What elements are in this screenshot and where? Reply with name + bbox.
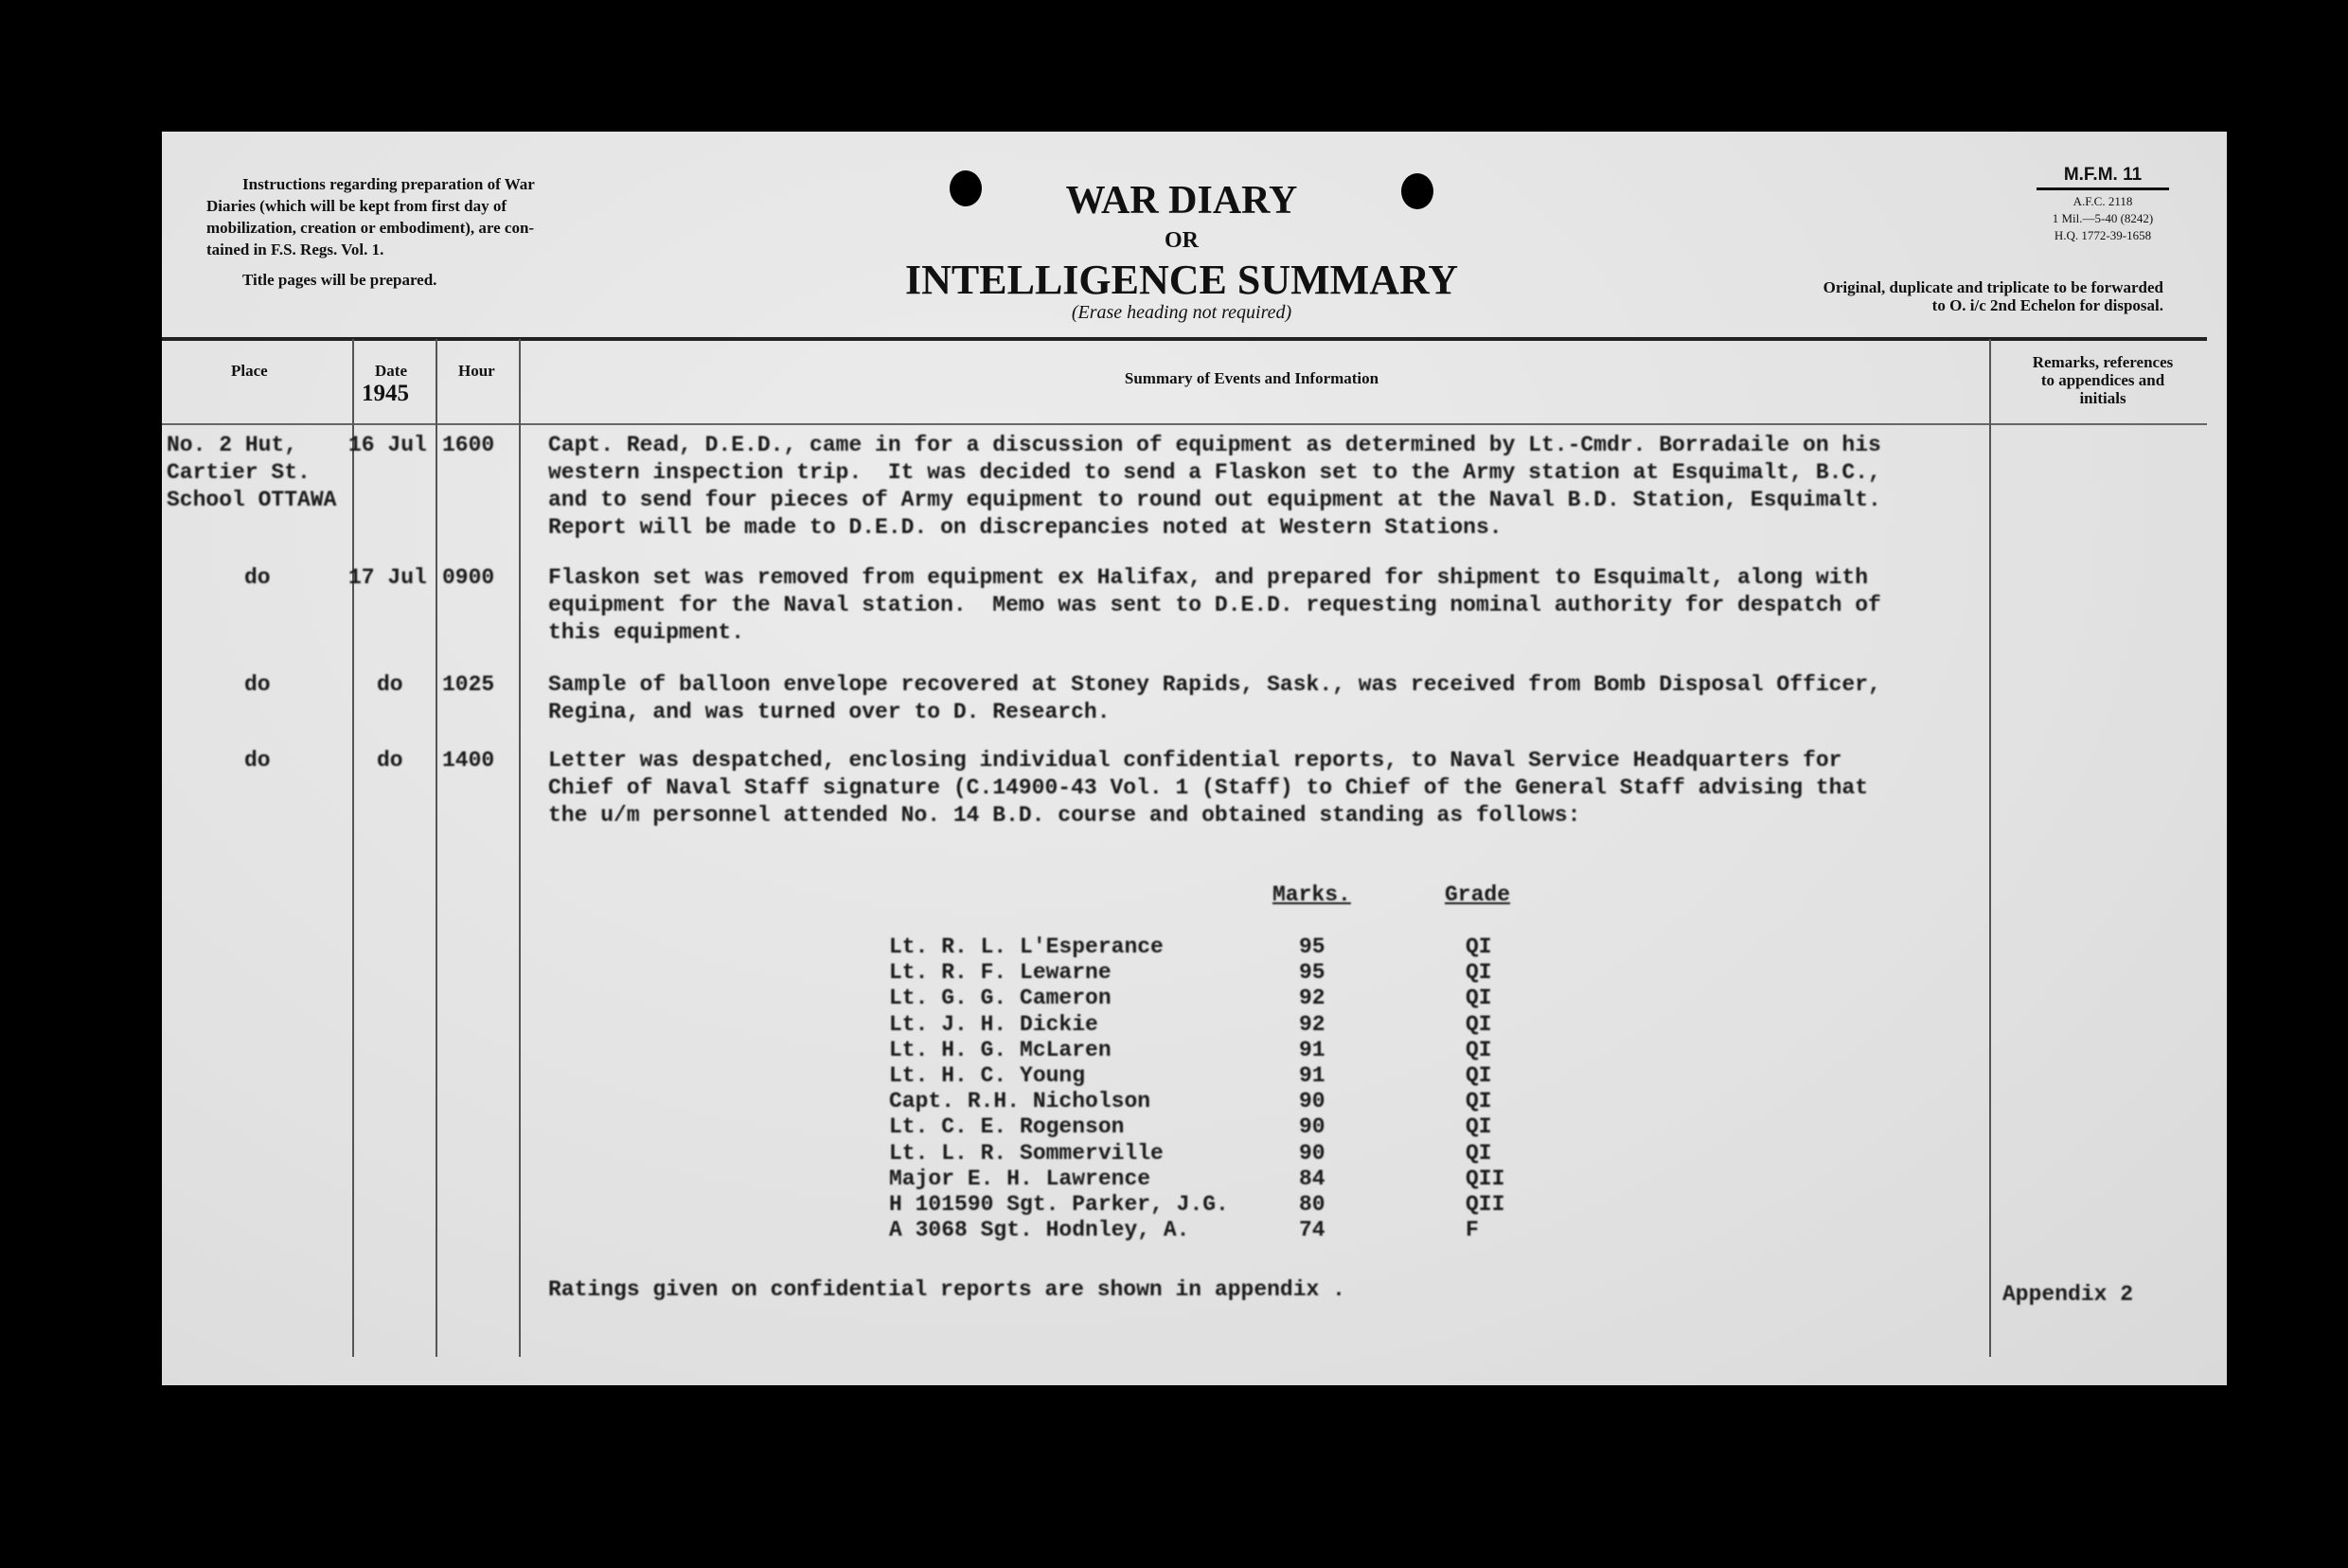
column-header-date: Date xyxy=(375,362,407,380)
column-header-remarks: Remarks, references to appendices and initials xyxy=(2032,353,2174,407)
standing-grade: QI xyxy=(1466,1011,1492,1037)
standing-name: Lt. H. C. Young xyxy=(889,1063,1086,1088)
column-divider xyxy=(436,339,437,1357)
standing-marks: 84 xyxy=(1299,1166,1325,1191)
column-divider xyxy=(519,339,521,1357)
entry-text: Capt. Read, D.E.D., came in for a discussion of equipment as determined by Lt.-Cmdr. Borradaile on his western inspection trip. It was decided to send a Flaskon set to the Army station at Esquimalt, B.C., and to send four pieces of Army equipment to round out equipment at the Naval B.D. Station, Esquimalt. Report will be made to D.E.D. on discrepancies noted at Western Stations. xyxy=(548,433,1881,540)
standing-name: Lt. R. F. Lewarne xyxy=(889,960,1112,986)
punch-hole-left xyxy=(950,170,982,206)
standing-grade: QI xyxy=(1466,1063,1492,1088)
entry-date: 16 Jul xyxy=(348,433,427,457)
header-divider xyxy=(162,337,2207,341)
entry-place: No. 2 Hut, Cartier St. School OTTAWA xyxy=(167,433,337,512)
column-header-summary: Summary of Events and Information xyxy=(1124,369,1379,387)
page-subtitle: INTELLIGENCE SUMMARY xyxy=(905,257,1458,303)
entry-date: do xyxy=(377,672,403,697)
standing-name: Lt. L. R. Sommerville xyxy=(889,1140,1164,1166)
standing-grade: F xyxy=(1466,1218,1479,1243)
entry-place: do xyxy=(244,565,271,590)
standing-marks: 90 xyxy=(1299,1140,1325,1166)
punch-hole-right xyxy=(1401,173,1433,209)
standing-grade: QI xyxy=(1466,1089,1492,1114)
forwarding-note: Original, duplicate and triplicate to be forwarded to O. i/c 2nd Echelon for disposal. xyxy=(1823,278,2163,314)
standing-grade: QI xyxy=(1466,1114,1492,1140)
title-or: OR xyxy=(1165,228,1199,253)
standing-name: Lt. G. G. Cameron xyxy=(889,986,1112,1011)
standing-grade: QI xyxy=(1466,986,1492,1011)
appendix-remark: Appendix 2 xyxy=(2002,1282,2134,1307)
column-header-hour: Hour xyxy=(458,362,495,380)
column-header-divider xyxy=(162,423,2207,425)
standing-marks: 90 xyxy=(1299,1089,1325,1114)
standing-marks: 80 xyxy=(1299,1192,1325,1217)
grade-header: Grade xyxy=(1445,882,1511,907)
entry-place: do xyxy=(244,748,271,773)
standing-marks: 91 xyxy=(1299,1063,1325,1088)
instructions-text: Instructions regarding preparation of War Diaries (which will be kept from first day of mobilization, creation or embodiment), are con- tained in F.S. Regs. Vol. 1. xyxy=(206,175,535,258)
column-header-year: 1945 xyxy=(362,381,409,406)
standing-name: Capt. R.H. Nicholson xyxy=(889,1089,1151,1114)
standing-marks: 95 xyxy=(1299,935,1325,959)
standing-marks: 91 xyxy=(1299,1037,1325,1062)
entry-hour: 1025 xyxy=(442,672,495,697)
entry-hour: 1400 xyxy=(442,748,495,773)
standing-marks: 90 xyxy=(1299,1114,1325,1140)
standing-name: Lt. J. H. Dickie xyxy=(889,1011,1098,1037)
entry-hour: 0900 xyxy=(442,565,495,590)
column-header-place: Place xyxy=(231,362,268,380)
standing-marks: 92 xyxy=(1299,986,1325,1011)
entry-date: do xyxy=(377,748,403,773)
standing-name: A 3068 Sgt. Hodnley, A. xyxy=(889,1218,1190,1243)
entry-text: Flaskon set was removed from equipment ex Halifax, and prepared for shipment to Esquimalt, along with equipment for the Naval station. Memo was sent to D.E.D. requesting nominal authority for despatch of this equipment. xyxy=(548,565,1881,645)
standing-grade: QI xyxy=(1466,1037,1492,1062)
standing-name: Major E. H. Lawrence xyxy=(889,1166,1151,1191)
entry-place: do xyxy=(244,672,271,697)
form-number-label: M.F.M. 11 xyxy=(2037,165,2169,190)
standing-marks: 74 xyxy=(1299,1218,1325,1243)
standing-marks: 92 xyxy=(1299,1011,1325,1037)
standing-name: H 101590 Sgt. Parker, J.G. xyxy=(889,1192,1229,1217)
entry-text: Letter was despatched, enclosing individual confidential reports, to Naval Service Headquarters for Chief of Naval Staff signature (C.14900-43 Vol. 1 (Staff) to Chief of the General Staff advising that the u/m personnel attended No. 14 B.D. course and obtained standing as follows: xyxy=(548,748,1869,828)
standing-marks: 95 xyxy=(1299,960,1325,986)
page-title: WAR DIARY xyxy=(1065,179,1298,223)
standing-name: Lt. C. E. Rogenson xyxy=(889,1114,1125,1140)
footer-note: Ratings given on confidential reports are shown in appendix . xyxy=(548,1277,1345,1302)
entry-text: Sample of balloon envelope recovered at Stoney Rapids, Sask., was received from Bomb Disposal Officer, Regina, and was turned over to D. Research. xyxy=(548,672,1881,724)
title-pages-note: Title pages will be prepared. xyxy=(242,271,437,289)
form-number xyxy=(2037,165,2169,244)
form-line: 1 Mil.—5-40 (8242) xyxy=(2052,211,2154,225)
column-divider xyxy=(1989,339,1991,1357)
form-line: A.F.C. 2118 xyxy=(2072,194,2133,208)
standing-grade: QI xyxy=(1466,1140,1492,1166)
standing-grade: QII xyxy=(1466,1192,1505,1217)
standing-grade: QI xyxy=(1466,935,1492,959)
erase-note: (Erase heading not required) xyxy=(1071,302,1292,323)
form-line: H.Q. 1772-39-1658 xyxy=(2054,228,2152,242)
entry-date: 17 Jul xyxy=(348,565,427,590)
standing-grade: QII xyxy=(1466,1166,1505,1191)
standing-grade: QI xyxy=(1466,960,1492,986)
entry-hour: 1600 xyxy=(442,433,495,457)
standing-name: Lt. R. L. L'Esperance xyxy=(889,935,1164,959)
standing-name: Lt. H. G. McLaren xyxy=(889,1037,1112,1062)
marks-header: Marks. xyxy=(1272,882,1351,907)
column-divider xyxy=(352,339,354,1357)
